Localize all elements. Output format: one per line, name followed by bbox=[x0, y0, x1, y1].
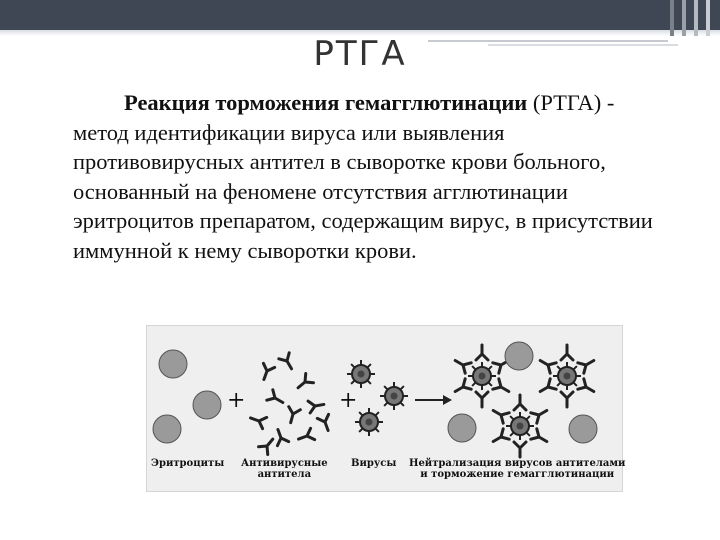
corner-decoration bbox=[660, 0, 720, 36]
term-bold: Реакция торможения гемагглютинации bbox=[124, 90, 528, 115]
label-antibodies: Антивирусные антитела bbox=[241, 458, 328, 480]
plus-sign: + bbox=[227, 388, 246, 413]
slide-title: РТГА bbox=[313, 34, 407, 74]
rtga-diagram bbox=[146, 325, 626, 492]
term-abbreviation: (РТГА) bbox=[527, 90, 602, 115]
label-result: Нейтрализация вирусов антителами и торможение гемагглютинации bbox=[409, 458, 626, 480]
label-erythrocytes: Эритроциты bbox=[151, 458, 225, 469]
slide-header-bar bbox=[0, 0, 720, 30]
plus-sign: + bbox=[339, 388, 358, 413]
definition-text: - метод идентификации вируса или выявления противовирусных антител в сыворотке крови больного, основанный на феномене отсутствия агглютинации эритроцитов препаратом, содержащим вирус, в присутствии иммунной к нему сыворотки крови. bbox=[73, 90, 653, 263]
label-viruses: Вирусы bbox=[351, 458, 397, 469]
definition-paragraph bbox=[73, 88, 663, 265]
